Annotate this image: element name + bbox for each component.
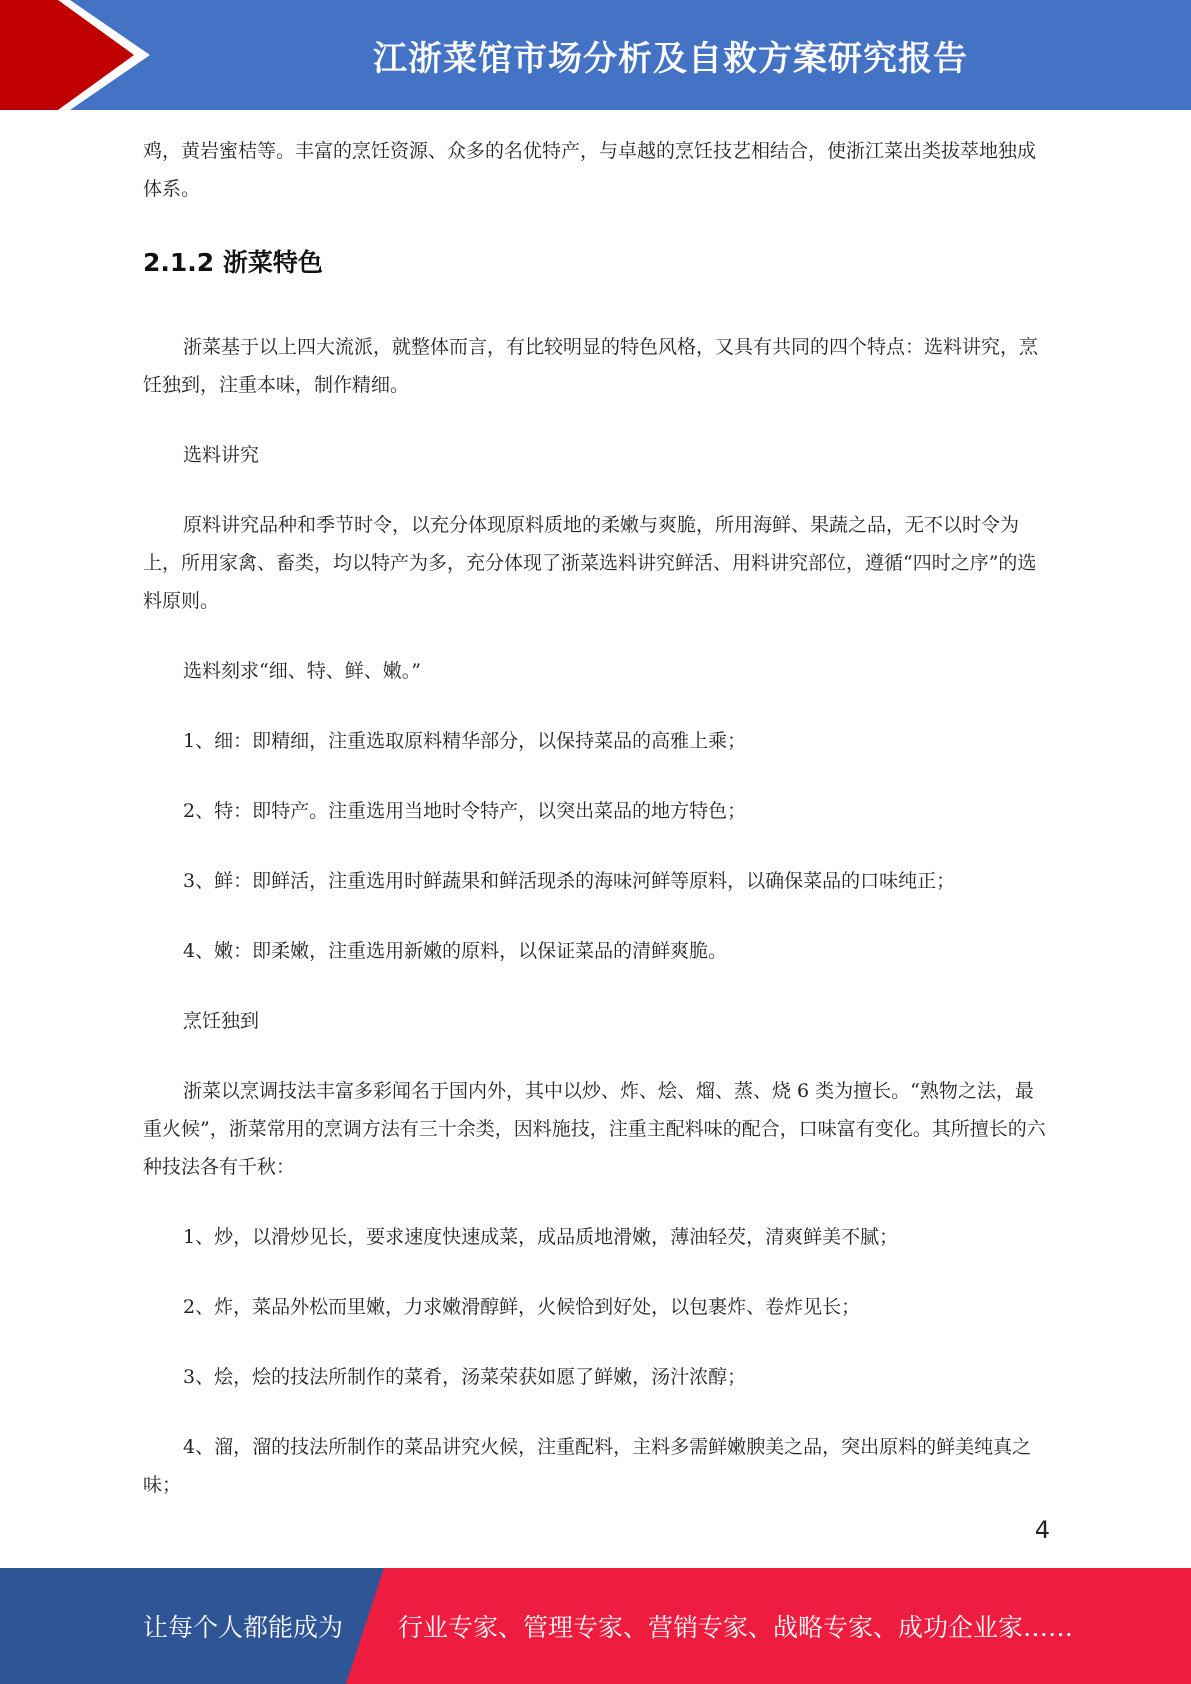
paragraph-material-selection: 原料讲究品种和季节时令，以充分体现原料质地的柔嫩与爽脆，所用海鲜、果蔬之品，无不以时令为上，所用家禽、畜类，均以特产为多，充分体现了浙菜选料讲究鲜活、用料讲究部位，遵循“四时之序”的选料原则。 — [143, 514, 1037, 612]
footer-slogan-right: 行业专家、管理专家、营销专家、战略专家、成功企业家…… — [398, 1613, 1074, 1642]
list-item: 4、溜，溜的技法所制作的菜品讲究火候，注重配料，主料多需鲜嫩腴美之品，突出原料的鲜美纯真之味； — [143, 1436, 1032, 1496]
paragraph-selection-criteria: 选料刻求“细、特、鲜、嫩。” — [183, 660, 421, 682]
document-body — [143, 132, 1048, 1536]
list-item: 2、特：即特产。注重选用当地时令特产，以突出菜品的地方特色； — [183, 800, 747, 822]
report-header — [0, 0, 1191, 110]
paragraph-intro-continuation: 鸡，黄岩蜜桔等。丰富的烹饪资源、众多的名优特产，与卓越的烹饪技艺相结合，使浙江菜出类拔萃地独成体系。 — [143, 140, 1037, 200]
list-item: 1、炒，以滑炒见长，要求速度快速成菜，成品质地滑嫩，薄油轻芡，清爽鲜美不腻； — [183, 1226, 899, 1248]
page-number: 4 — [1034, 1516, 1050, 1544]
header-arrow-icon — [0, 0, 160, 110]
report-footer — [0, 1568, 1191, 1684]
paragraph-cooking-techniques: 浙菜以烹调技法丰富多彩闻名于国内外，其中以炒、炸、烩、熘、蒸、烧 6 类为擅长。“熟物之法，最重火候”，浙菜常用的烹调方法有三十余类，因料施技，注重主配料味的配合，口味富有变化。其所擅长的六种技法各有千秋： — [143, 1080, 1046, 1178]
subheading-material-selection: 选料讲究 — [183, 444, 260, 466]
subheading-cooking-techniques: 烹饪独到 — [183, 1010, 260, 1032]
list-item: 3、鲜：即鲜活，注重选用时鲜蔬果和鲜活现杀的海味河鲜等原料，以确保菜品的口味纯正； — [183, 870, 956, 892]
footer-slogan-left: 让每个人都能成为 — [143, 1613, 344, 1642]
paragraph-overview: 浙菜基于以上四大流派，就整体而言，有比较明显的特色风格，又具有共同的四个特点：选料讲究，烹饪独到，注重本味，制作精细。 — [143, 336, 1039, 396]
list-item: 4、嫩：即柔嫩，注重选用新嫩的原料，以保证菜品的清鲜爽脆。 — [183, 940, 728, 962]
report-title: 江浙菜馆市场分析及自救方案研究报告 — [373, 38, 968, 79]
list-item: 1、细：即精细，注重选取原料精华部分，以保持菜品的高雅上乘； — [183, 730, 747, 752]
list-item: 3、烩，烩的技法所制作的菜肴，汤菜荣获如愿了鲜嫩，汤汁浓醇； — [183, 1366, 747, 1388]
section-heading: 2.1.2 浙菜特色 — [143, 248, 323, 277]
list-item: 2、炸，菜品外松而里嫩，力求嫩滑醇鲜，火候恰到好处，以包裹炸、卷炸见长； — [183, 1296, 861, 1318]
